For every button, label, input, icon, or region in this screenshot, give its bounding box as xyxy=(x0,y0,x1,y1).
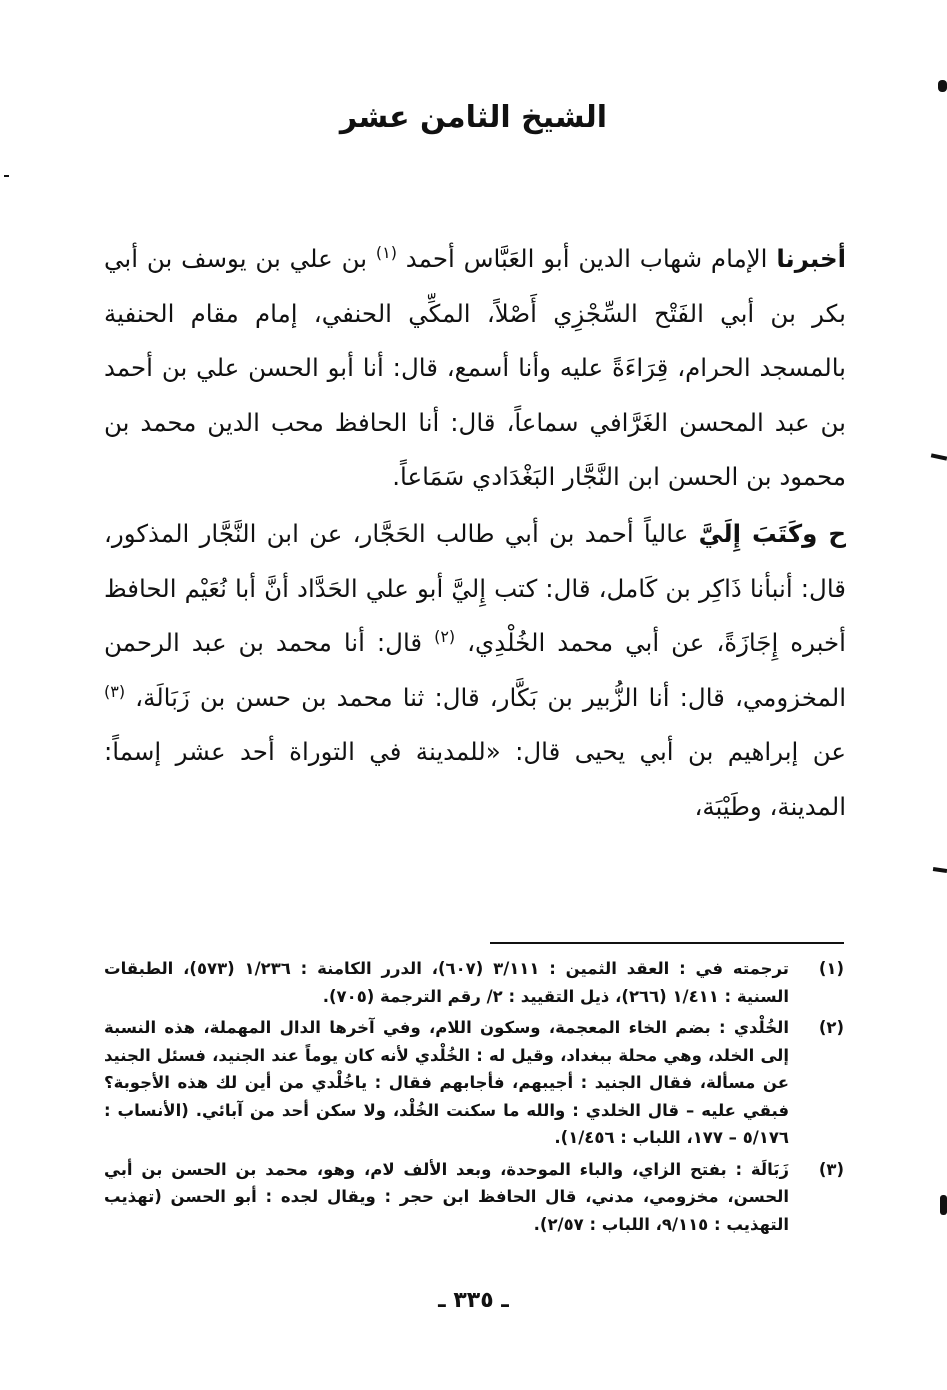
paragraph-1-text-b: بن علي بن يوسف بن أبي بكر بن أبي الفَتْح السِّجْزِي أَصْلاً، المكِّي الحنفي، إمام مقام الحنفية بالمسجد الحرام، قِرَاءَةً عليه وأنا أسمع، قال: أنا أبو الحسن علي بن أحمد بن عبد المحسن الغَرَّافي سماعاً، قال: أنا الحافظ محب الدين محمد بن محمود بن الحسن ابن النَّجَّار البَغْدَادي سَمَاعاً. xyxy=(104,244,846,491)
footnotes-section xyxy=(104,955,844,1242)
body-paragraph-2 xyxy=(104,507,846,834)
footnote-number: (٢) xyxy=(818,1018,844,1037)
paragraph-2-text-a: عالياً أحمد بن أبي طالب الحَجَّار، عن ابن النَّجَّار المذكور، قال: أنبأنا ذَاكِر بن كَامل، قال: كتب إِليَّ أبو علي الحَدَّاد أنَّ أبا نُعَيْم الحافظ أخبره إِجَازَةً، عن أبي محمد الخُلْدِي، xyxy=(104,519,846,657)
footnote-1 xyxy=(104,955,844,1010)
footnote-number: (١) xyxy=(818,959,844,978)
footnote-3 xyxy=(104,1156,844,1239)
paragraph-1-text-a: الإمام شهاب الدين أبو العَبَّاس أحمد xyxy=(405,244,768,273)
footnote-2 xyxy=(104,1014,844,1152)
footnote-ref-2: (٢) xyxy=(434,626,456,646)
footnote-separator-rule xyxy=(490,942,844,944)
body-paragraph-1 xyxy=(104,232,846,505)
footnote-ref-3: (٣) xyxy=(104,681,126,701)
scan-edge-mark xyxy=(4,175,9,177)
footnote-text: زَبَالَة : بفتح الزاي، والباء الموحدة، وبعد الألف لام، وهو، محمد بن الحسن بن أبي الحسن، مخزومي، مدني، قال الحافظ ابن حجر : ويقال لجده : أبو الحسن (تهذيب التهذيب : ٩/١١٥، اللباب : ٢/٥٧). xyxy=(104,1159,789,1234)
paragraph-1-lead: أخبرنا xyxy=(776,244,847,273)
scan-edge-mark xyxy=(940,1195,947,1215)
paragraph-2-lead: ح وكَتَبَ إِلَيَّ xyxy=(698,519,846,548)
footnote-ref-1: (١) xyxy=(375,242,397,262)
scan-edge-mark xyxy=(938,80,947,92)
paragraph-2-text-b: قال: أنا محمد بن عبد الرحمن المخزومي، قال: أنا الزُّبير بن بَكَّار، قال: ثنا محمد بن حسن بن زَبَالَة، xyxy=(104,628,846,712)
chapter-title: الشيخ الثامن عشر xyxy=(339,100,608,135)
page-number: ـ ٣٣٥ ـ xyxy=(438,1288,509,1313)
footnote-text: الخُلْدي : بضم الخاء المعجمة، وسكون اللام، وفي آخرها الدال المهملة، هذه النسبة إلى الخلد، وهي محلة ببغداد، وقيل له : الخُلْدي لأنه كان يوماً عند الجنيد، فسئل الجنيد عن مسألة، فقال الجنيد : أجيبهم، فأجابهم فقال : ياخُلْدي من أين لك هذه الأجوبة؟ فبقي عليه – قال الخلدي : والله ما سكنت الخُلْد، ولا سكن أحد من آبائي. (الأنساب : ٥/١٧٦ – ١٧٧، اللباب : ١/٤٥٦). xyxy=(104,1018,789,1147)
scan-edge-mark xyxy=(931,453,947,460)
scan-edge-mark xyxy=(933,867,947,873)
paragraph-2-text-c: عن إبراهيم بن أبي يحيى قال: «للمدينة في التوراة أحد عشر إسماً: المدينة، وطَيْبَة، xyxy=(104,737,846,821)
footnote-number: (٣) xyxy=(818,1159,844,1179)
footnote-text: ترجمته في : العقد الثمين : ٣/١١١ (٦٠٧)، الدرر الكامنة : ١/٢٣٦ (٥٧٣)، الطبقات السنية : ١/٤١١ (٢٦٦)، ذيل التقييد : ٢/ رقم الترجمة (٧٠٥). xyxy=(104,959,790,1006)
